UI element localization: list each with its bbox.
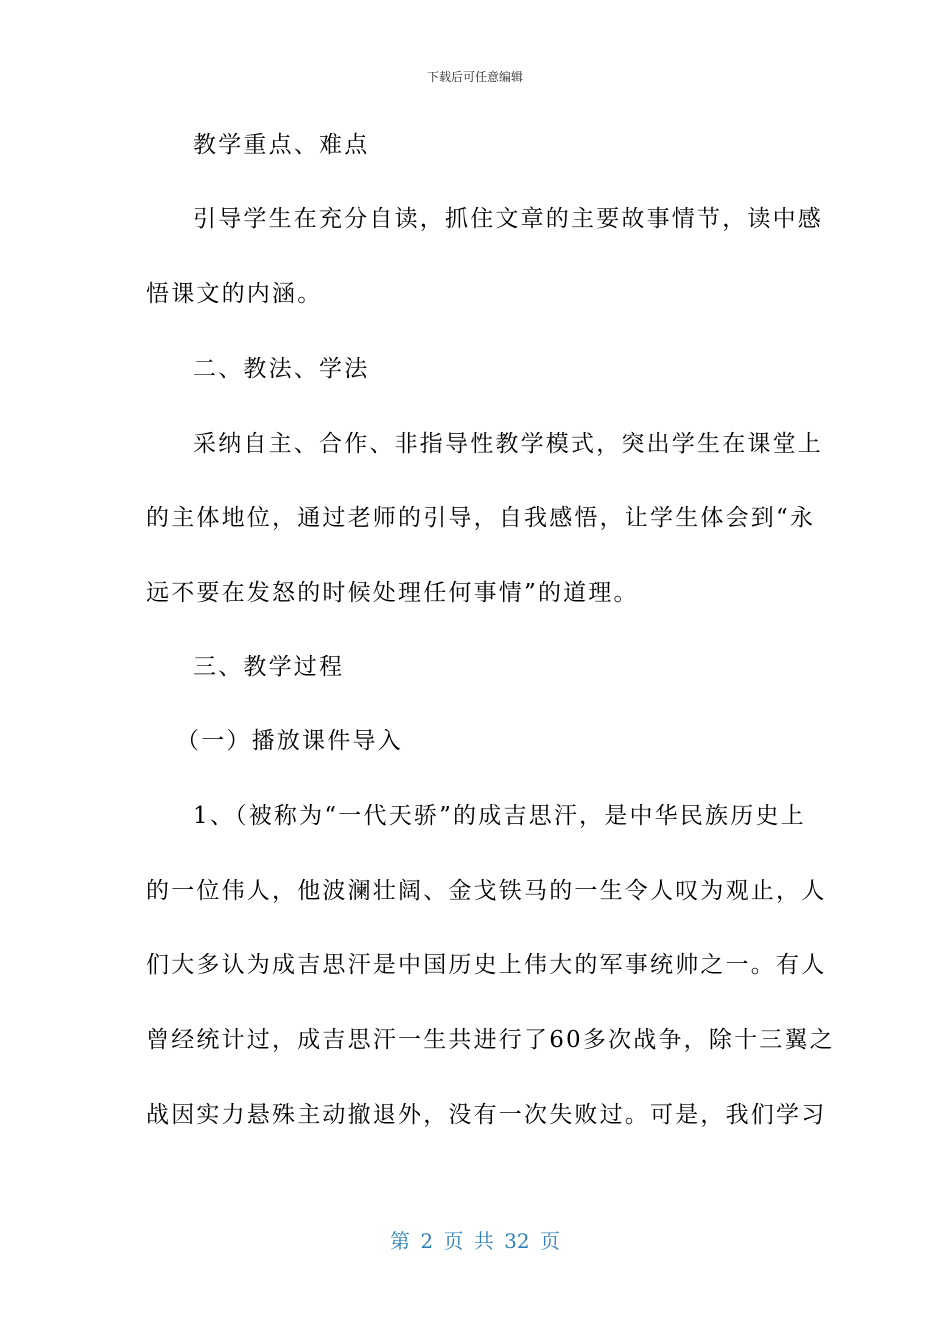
paragraph-line: 1、（被称为“一代天骄”的成吉思汗，是中华民族历史上 xyxy=(193,803,806,829)
paragraph-line: 战因实力悬殊主动撤退外，没有一次失败过。可是，我们学习 xyxy=(146,1102,827,1128)
paragraph-line: 的一位伟人，他波澜壮阔、金戈铁马的一生令人叹为观止，人 xyxy=(146,878,827,904)
paragraph-line: 引导学生在充分自读，抓住文章的主要故事情节，读中感 xyxy=(193,206,823,232)
header-note: 下载后可任意编辑 xyxy=(426,70,523,84)
paragraph-line: 曾经统计过，成吉思汗一生共进行了60多次战争，除十三翼之 xyxy=(146,1027,835,1053)
paragraph-line: 远不要在发怒的时候处理任何事情”的道理。 xyxy=(146,580,639,606)
paragraph-line: 采纳自主、合作、非指导性教学模式，突出学生在课堂上 xyxy=(193,431,823,457)
page-number: 第 2 页 共 32 页 xyxy=(390,1229,560,1253)
paragraph-line: 的主体地位，通过老师的引导，自我感悟，让学生体会到“永 xyxy=(146,505,816,531)
heading-methods: 二、教法、学法 xyxy=(193,356,370,382)
subheading-intro: （一）播放课件导入 xyxy=(176,728,403,754)
heading-process: 三、教学过程 xyxy=(193,654,345,680)
paragraph-line: 悟课文的内涵。 xyxy=(146,281,323,307)
paragraph-line: 们大多认为成吉思汗是中国历史上伟大的军事统帅之一。有人 xyxy=(146,952,827,978)
heading-key-points: 教学重点、难点 xyxy=(193,132,370,158)
